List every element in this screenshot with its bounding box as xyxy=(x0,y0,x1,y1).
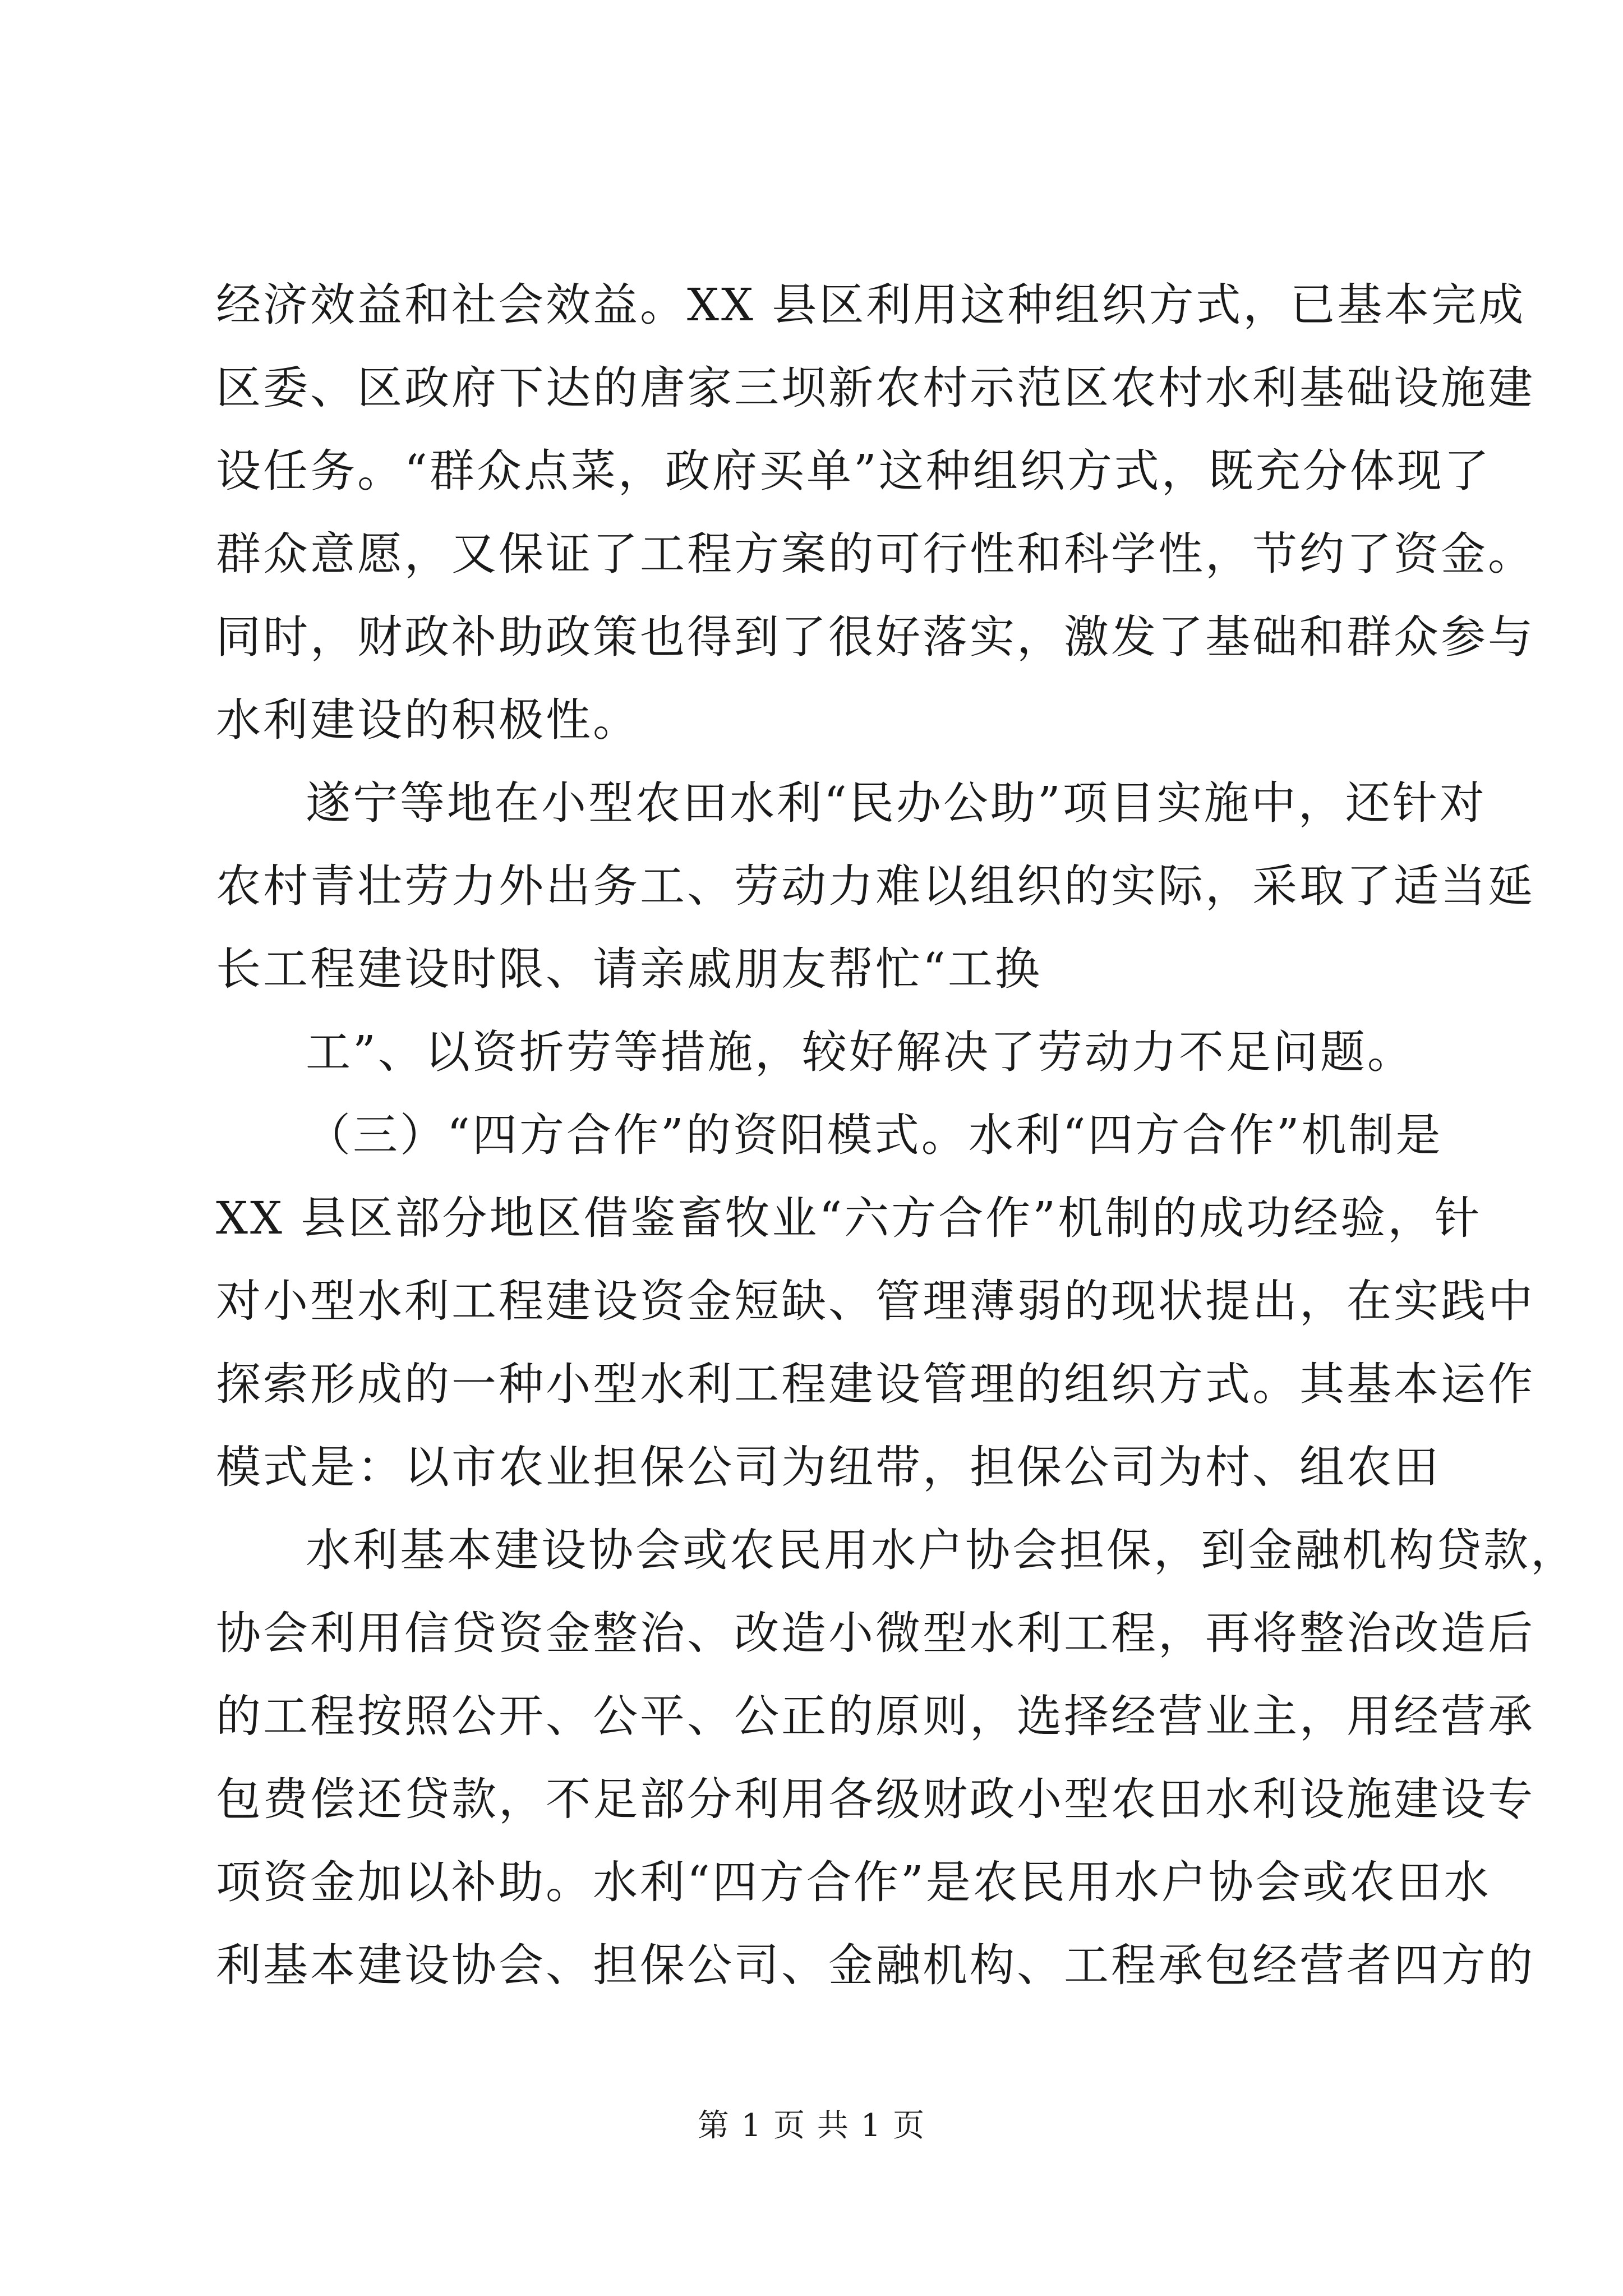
text-line: 农村青壮劳力外出务工、劳动力难以组织的实际，采取了适当延 xyxy=(216,860,1535,912)
paragraph-start-line: 遂宁等地在小型农田水利“民办公助”项目实施中，还针对 xyxy=(306,777,1487,829)
page-footer: 第 1 页 共 1 页 xyxy=(697,2108,926,2144)
section-heading-line: （三）“四方合作”的资阳模式。水利“四方合作”机制是 xyxy=(306,1109,1443,1161)
text-line: XX 县区部分地区借鉴畜牧业“六方合作”机制的成功经验，针 xyxy=(216,1192,1482,1244)
text-line: 探索形成的一种小型水利工程建设管理的组织方式。其基本运作 xyxy=(216,1358,1535,1410)
text-line: 区委、区政府下达的唐家三坝新农村示范区农村水利基础设施建 xyxy=(216,362,1535,414)
text-line: 群众意愿，又保证了工程方案的可行性和科学性，节约了资金。 xyxy=(216,528,1535,580)
body-text xyxy=(216,264,1578,2007)
text-line: 设任务。“群众点菜，政府买单”这种组织方式，既充分体现了 xyxy=(216,445,1491,497)
text-line: 的工程按照公开、公平、公正的原则，选择经营业主，用经营承 xyxy=(216,1690,1535,1742)
text-line: 长工程建设时限、请亲戚朋友帮忙“工换 xyxy=(216,943,1042,995)
text-line: 水利建设的积极性。 xyxy=(216,694,640,746)
text-line: 包费偿还贷款，不足部分利用各级财政小型农田水利设施建设专 xyxy=(216,1773,1535,1825)
text-line: 对小型水利工程建设资金短缺、管理薄弱的现状提出，在实践中 xyxy=(216,1275,1535,1327)
text-line: 经济效益和社会效益。XX 县区利用这种组织方式，已基本完成 xyxy=(216,279,1526,331)
text-line: 利基本建设协会、担保公司、金融机构、工程承包经营者四方的 xyxy=(216,1939,1535,1991)
text-line: 同时，财政补助政策也得到了很好落实，激发了基础和群众参与 xyxy=(216,611,1535,663)
paragraph-start-line: 工”、以资折劳等措施，较好解决了劳动力不足问题。 xyxy=(306,1026,1414,1078)
text-line: 项资金加以补助。水利“四方合作”是农民用水户协会或农田水 xyxy=(216,1856,1491,1908)
text-line: 协会利用信贷资金整治、改造小微型水利工程，再将整治改造后 xyxy=(216,1607,1535,1659)
text-line: 模式是：以市农业担保公司为纽带，担保公司为村、组农田 xyxy=(216,1441,1441,1493)
paragraph-start-line: 水利基本建设协会或农民用水户协会担保，到金融机构贷款， xyxy=(306,1524,1578,1576)
